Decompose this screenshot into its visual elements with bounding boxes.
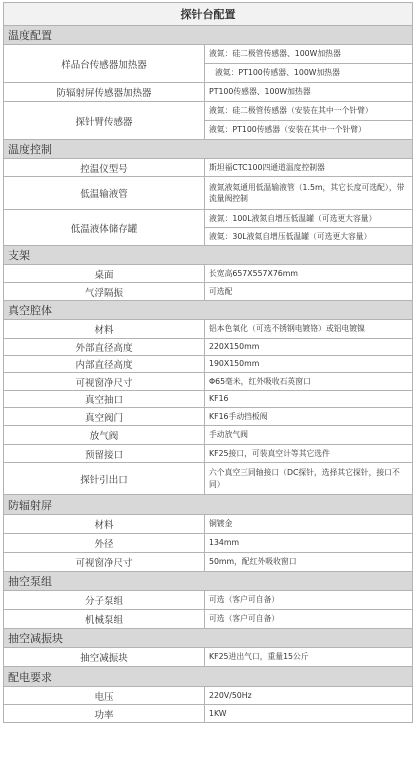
- label-mol-pump: 分子泵组: [4, 591, 205, 610]
- section-damper: 抽空减振块: [4, 629, 413, 648]
- label-vac-valve: 真空阀门: [4, 408, 205, 426]
- table-title: 探针台配置: [4, 3, 413, 26]
- value-shield-od: 134mm: [205, 534, 413, 553]
- value-vent: 手动放气阀: [205, 426, 413, 445]
- label-shield-window: 可视窗净尺寸: [4, 553, 205, 572]
- label-sample-heater: 样品台传感器加热器: [4, 45, 205, 83]
- value-window: Φ65毫米，红外吸收石英窗口: [205, 373, 413, 391]
- value-material: 铝本色氧化（可选不锈钢电镀铬）或铝电镀镍: [205, 320, 413, 339]
- label-shield-od: 外径: [4, 534, 205, 553]
- value-outer-dim: 220X150mm: [205, 339, 413, 356]
- label-transfer-line: 低温输液管: [4, 177, 205, 210]
- value-voltage: 220V/50Hz: [205, 687, 413, 705]
- section-shield: 防辐射屏: [4, 495, 413, 515]
- section-stand: 支架: [4, 246, 413, 265]
- label-vac-port: 真空抽口: [4, 391, 205, 408]
- value-transfer-line: 液氮液氦通用低温输液管（1.5m，其它长度可选配），带流量阀控制: [205, 177, 413, 210]
- value-sample-heater-ln2: 液氮：硅二极管传感器、100W加热器: [205, 45, 413, 64]
- label-controller: 控温仪型号: [4, 159, 205, 177]
- value-dewar-lhe: 液氦：30L液氦自增压低温罐（可选更大容量）: [205, 228, 413, 246]
- section-vacuum: 真空腔体: [4, 301, 413, 320]
- label-power: 功率: [4, 705, 205, 723]
- label-dewar: 低温液体储存罐: [4, 210, 205, 246]
- value-damper-block: KF25进出气口，重量15公斤: [205, 648, 413, 667]
- value-vac-valve: KF16手动挡板阀: [205, 408, 413, 426]
- section-temp-control: 温度控制: [4, 140, 413, 159]
- spec-table: [3, 2, 413, 723]
- value-inner-dim: 190X150mm: [205, 356, 413, 373]
- label-spare-port: 预留接口: [4, 445, 205, 463]
- section-power: 配电要求: [4, 667, 413, 687]
- value-isolation: 可选配: [205, 283, 413, 301]
- value-shield-material: 铜镀金: [205, 515, 413, 534]
- label-mech-pump: 机械泵组: [4, 610, 205, 629]
- value-feedthrough: 六个真空三同轴接口（DC探针，选择其它探针，接口不同）: [205, 463, 413, 495]
- value-arm-sensor-lhe: 液氦：PT100传感器（安装在其中一个针臂）: [205, 121, 413, 140]
- section-temp-config: 温度配置: [4, 26, 413, 45]
- label-voltage: 电压: [4, 687, 205, 705]
- label-outer-dim: 外部直径高度: [4, 339, 205, 356]
- value-controller: 斯坦福CTC100四通道温度控制器: [205, 159, 413, 177]
- label-damper-block: 抽空减振块: [4, 648, 205, 667]
- label-arm-sensor: 探针臂传感器: [4, 102, 205, 140]
- value-power: 1KW: [205, 705, 413, 723]
- value-arm-sensor-ln2: 液氮：硅二极管传感器（安装在其中一个针臂）: [205, 102, 413, 121]
- value-spare-port: KF25接口，可装真空计等其它选件: [205, 445, 413, 463]
- label-inner-dim: 内部直径高度: [4, 356, 205, 373]
- label-material: 材料: [4, 320, 205, 339]
- section-pump: 抽空泵组: [4, 572, 413, 591]
- value-mol-pump: 可选（客户可自备）: [205, 591, 413, 610]
- value-vac-port: KF16: [205, 391, 413, 408]
- label-feedthrough: 探针引出口: [4, 463, 205, 495]
- label-vent: 放气阀: [4, 426, 205, 445]
- value-shield-heater: PT100传感器、100W加热器: [205, 83, 413, 102]
- value-table: 长宽高657X557X76mm: [205, 265, 413, 283]
- label-shield-heater: 防辐射屏传感器加热器: [4, 83, 205, 102]
- label-isolation: 气浮隔振: [4, 283, 205, 301]
- label-shield-material: 材料: [4, 515, 205, 534]
- value-mech-pump: 可选（客户可自备）: [205, 610, 413, 629]
- label-window: 可视窗净尺寸: [4, 373, 205, 391]
- label-table: 桌面: [4, 265, 205, 283]
- value-sample-heater-lhe: 液氦：PT100传感器、100W加热器: [205, 64, 413, 83]
- value-shield-window: 50mm，配红外吸收窗口: [205, 553, 413, 572]
- value-dewar-ln2: 液氮：100L液氮自增压低温罐（可选更大容量）: [205, 210, 413, 228]
